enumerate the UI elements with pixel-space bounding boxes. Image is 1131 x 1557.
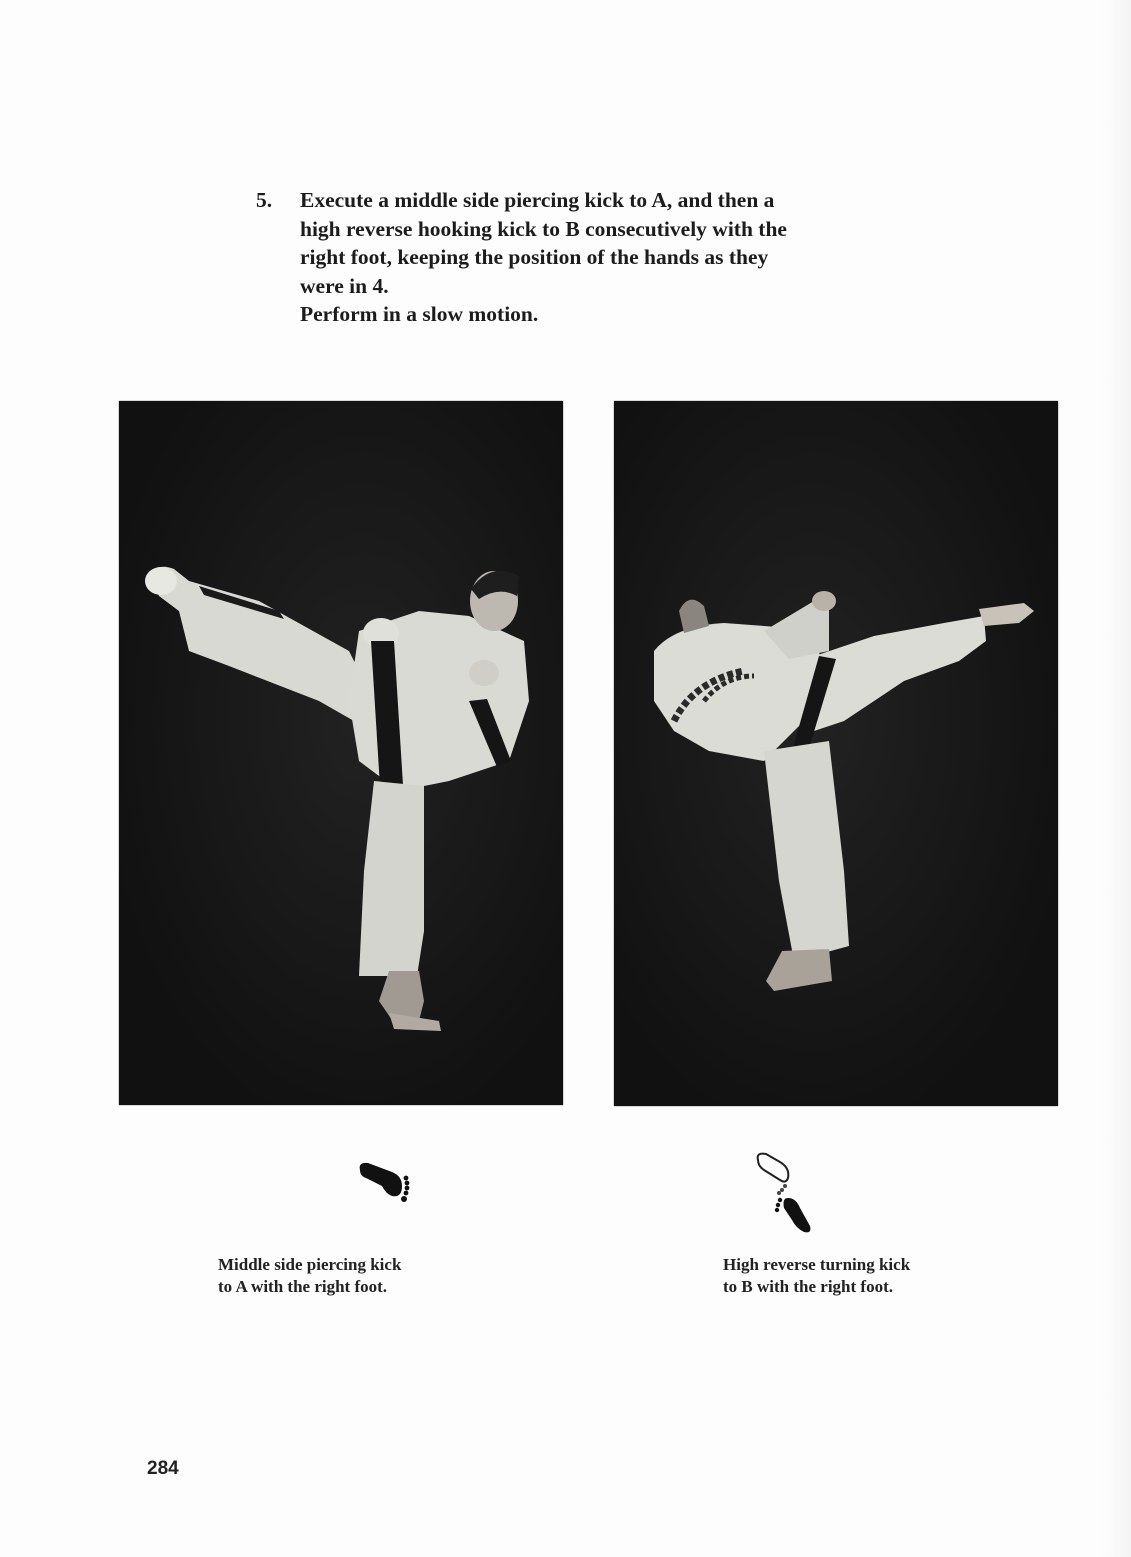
step-number: 5. bbox=[256, 188, 273, 212]
caption-line: Middle side piercing kick bbox=[218, 1255, 402, 1274]
instruction-text bbox=[300, 186, 916, 329]
photo-reverse-turning-kick bbox=[614, 401, 1058, 1106]
caption-line: High reverse turning kick bbox=[723, 1255, 911, 1274]
instruction-line: were in 4. bbox=[300, 273, 389, 298]
kicker-figure-left bbox=[119, 401, 563, 1105]
instruction-step bbox=[256, 186, 916, 329]
instruction-line: right foot, keeping the position of the hands as they bbox=[300, 245, 769, 269]
scan-edge-shading bbox=[1101, 0, 1131, 1557]
caption-side-piercing-kick bbox=[218, 1254, 401, 1298]
photo-side-piercing-kick bbox=[119, 401, 563, 1105]
instruction-line: high reverse hooking kick to B consecutively with the bbox=[300, 216, 787, 241]
kicker-figure-right bbox=[614, 401, 1058, 1106]
footprint-icon bbox=[356, 1160, 412, 1204]
page-number: 284 bbox=[147, 1458, 179, 1479]
caption-line: to B with the right foot. bbox=[723, 1277, 893, 1296]
caption-reverse-turning-kick bbox=[723, 1254, 910, 1298]
instruction-line: Perform in a slow motion. bbox=[300, 302, 539, 326]
caption-line: to A with the right foot. bbox=[218, 1277, 388, 1296]
instruction-line: Execute a middle side piercing kick to A, and then a bbox=[300, 188, 775, 212]
footprint-turning-icon bbox=[752, 1150, 814, 1236]
